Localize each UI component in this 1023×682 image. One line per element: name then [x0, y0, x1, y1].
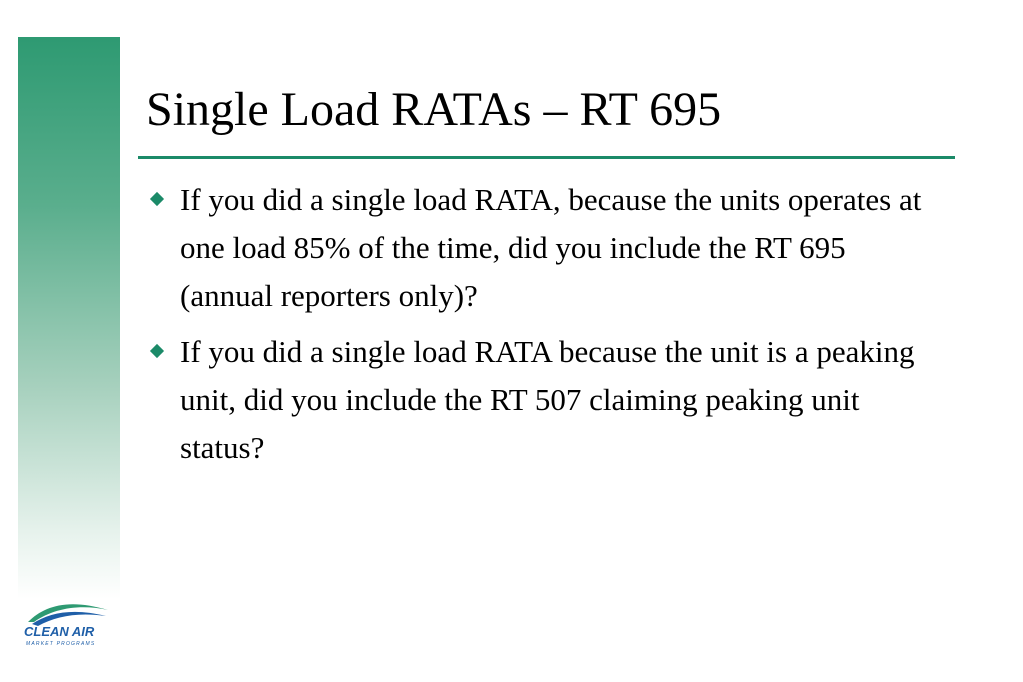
diamond-bullet-icon: [150, 192, 164, 206]
bullet-text: If you did a single load RATA, because the units operates at one load 85% of the time, did you include the RT 695 (annual reporters only)?: [180, 182, 922, 313]
slide-title: Single Load RATAs – RT 695: [146, 83, 722, 136]
bullet-item: [146, 328, 936, 472]
title-underline: [138, 156, 955, 159]
clean-air-logo: [22, 596, 112, 652]
diamond-bullet-icon: [150, 344, 164, 358]
bullet-text: If you did a single load RATA because the unit is a peaking unit, did you include the RT 507 claiming peaking unit status?: [180, 334, 915, 465]
bullet-item: [146, 176, 936, 320]
logo-wordmark: CLEAN AIR: [24, 624, 95, 639]
side-gradient-bar: [18, 37, 120, 599]
bullet-list: [146, 176, 936, 480]
logo-tagline: MARKET PROGRAMS: [26, 641, 96, 647]
